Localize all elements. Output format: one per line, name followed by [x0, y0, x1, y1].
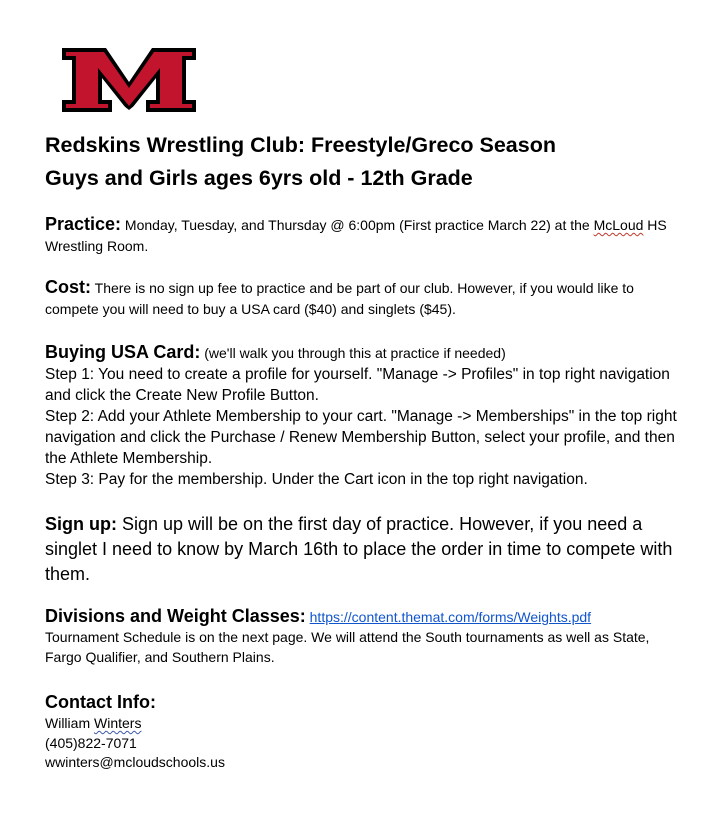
divisions-section [45, 606, 685, 667]
practice-label: Practice: [45, 214, 122, 234]
tournament-text: Tournament Schedule is on the next page. We will attend the South tournaments as well as State, Fargo Qualifier, and Southern Plains. [45, 629, 650, 665]
step-1: Step 1: You need to create a profile for yourself. "Manage -> Profiles" in top right navigation and click the Create New Profile Button. [45, 366, 670, 404]
signup-section [45, 512, 685, 587]
contact-name [45, 714, 685, 734]
contact-label: Contact Info: [45, 692, 156, 712]
cost-text: There is no sign up fee to practice and be part of our club. However, if you would like to compete you will need to buy a USA card ($40) and singlets ($45). [45, 280, 634, 317]
contact-email: wwinters@mcloudschools.us [45, 754, 225, 770]
signup-text: Sign up will be on the first day of practice. However, if you need a singlet I need to know by March 16th to place the order in time to compete with them. [45, 514, 673, 584]
divisions-label: Divisions and Weight Classes: [45, 606, 306, 626]
signup-label: Sign up: [45, 514, 117, 534]
contact-section [45, 690, 685, 773]
practice-text-c: HS Wrestling Room. [45, 217, 667, 254]
step-3: Step 3: Pay for the membership. Under the Cart icon in the top right navigation. [45, 471, 588, 488]
cost-label: Cost: [45, 277, 91, 297]
contact-phone: (405)822-7071 [45, 734, 137, 751]
title-line-1: Redskins Wrestling Club: Freestyle/Greco Season [45, 133, 556, 157]
practice-text-a: Monday, Tuesday, and Thursday @ 6:00pm (First practice March 22) at the [121, 217, 594, 233]
practice-text-b: McLoud [593, 217, 644, 233]
title-line-2: Guys and Girls ages 6yrs old - 12th Grade [45, 166, 473, 190]
step-2: Step 2: Add your Athlete Membership to your cart. "Manage -> Memberships" in the top right navigation and click the Purchase / Renew Membership Button, select your profile, and then the Athlete Membership. [45, 408, 677, 467]
page-title [45, 129, 685, 195]
weights-link[interactable]: https://content.themat.com/forms/Weights.pdf [309, 609, 592, 625]
buying-note: (we'll walk you through this at practice if needed) [200, 345, 506, 361]
cost-section [45, 277, 685, 320]
practice-section [45, 214, 685, 257]
contact-first-name: William [45, 715, 94, 731]
buying-section [45, 342, 685, 490]
contact-last-name: Winters [94, 715, 142, 731]
buying-label: Buying USA Card: [45, 342, 201, 362]
miami-m-logo [62, 48, 196, 112]
